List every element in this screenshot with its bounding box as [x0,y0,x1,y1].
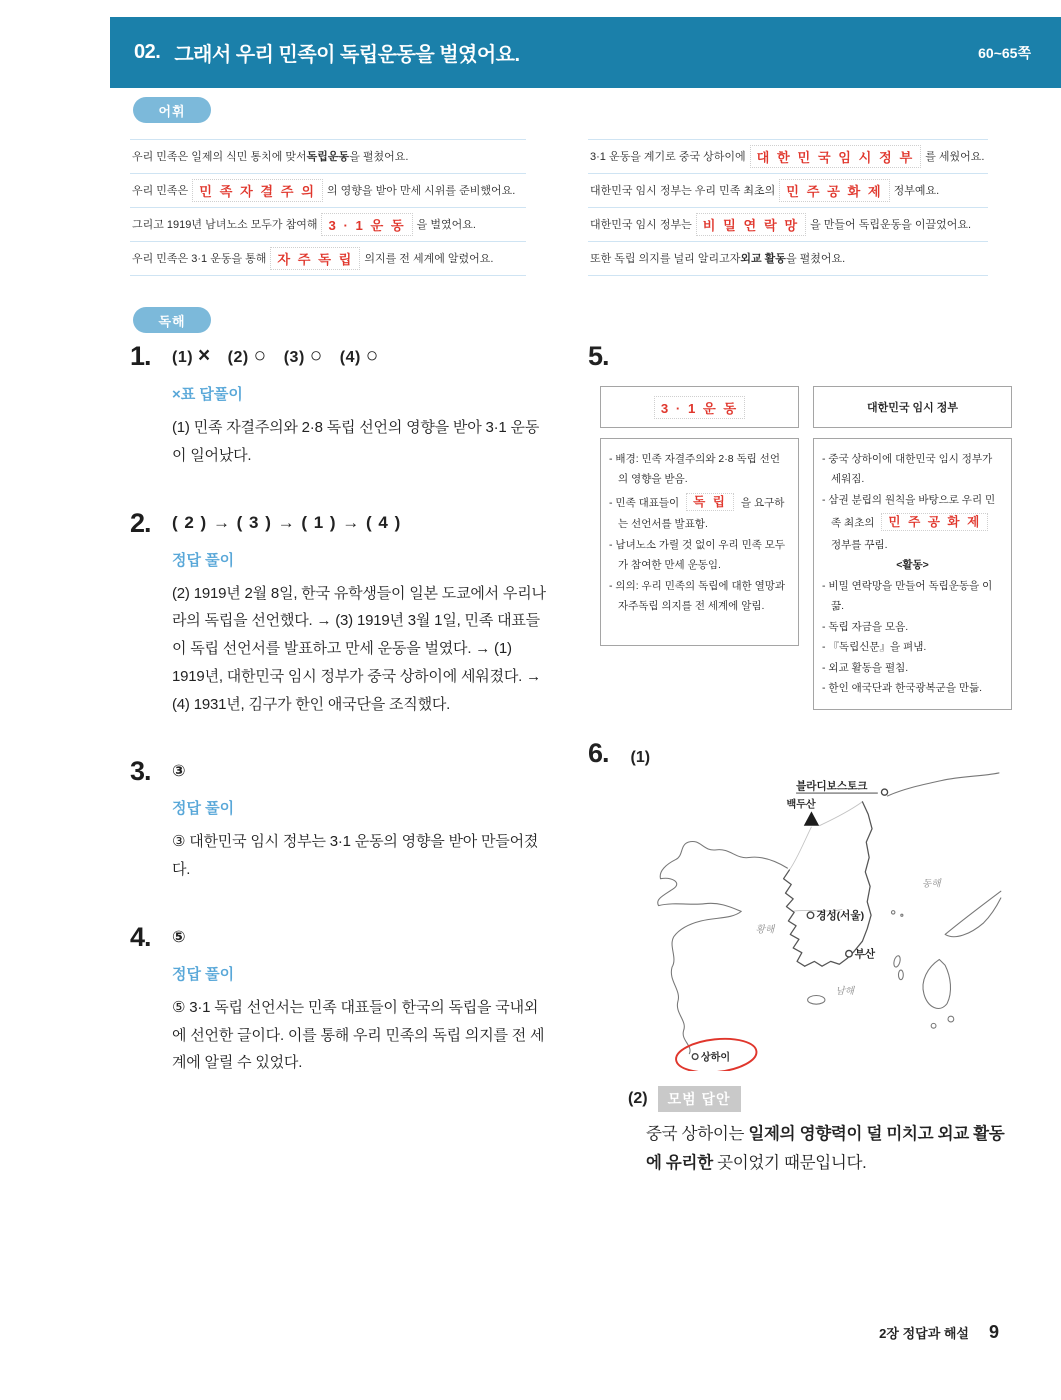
korea-map-svg [638,771,1008,1071]
vocab-answers-left-column [130,139,526,276]
text-segment: 곳이었기 때문입니다. [712,1153,867,1172]
text-line [609,449,790,490]
question-number: 5. [588,341,609,371]
text-segment: 비 밀 연 락 망 [696,213,806,236]
text-segment: 민 주 공 화 제 [881,513,988,531]
answer-line: ( 2 ) → ( 3 ) → ( 1 ) → ( 4 ) [172,512,402,532]
bullet-dash: - [822,453,829,465]
question-number: 4. [130,921,151,952]
text-segment: ○ [365,344,379,367]
comparison-box-left-body [600,438,799,646]
solution-text: (1) 민족 자결주의와 2·8 독립 선언의 영향을 받아 3·1 운동이 일어났다. [172,419,540,464]
page-range-label: 60~65쪽 [978,44,1031,61]
text-segment: 우리 민족은 3·1 운동을 통해 [132,253,267,265]
text-segment: <활동> [896,559,929,572]
bullet-dash: - [609,453,616,465]
text-line [130,174,526,208]
comparison-column-march-first [600,386,799,710]
text-segment: 독립 자금을 모음. [828,620,909,633]
text-segment: 민 주 공 화 제 [779,179,889,202]
text-segment: 를 세웠어요. [925,151,985,163]
text-line [822,637,1003,657]
text-line [130,242,526,276]
lesson-header-bar [110,17,1061,88]
korea-map [638,771,1012,1076]
model-answer-text [646,1120,1018,1178]
reading-right-column [588,341,1012,1177]
text-line [822,555,1003,575]
text-segment: 외교 활동을 펼침. [828,661,909,674]
page-footer [110,1322,999,1343]
map-label-shanghai: 상하이 [700,1052,731,1064]
baekdusan-triangle-icon [804,811,819,825]
text-segment: × [198,344,211,367]
bullet-dash: - [822,661,829,674]
text-segment: 비밀 연락망을 만들어 독립운동을 이끎. [828,579,993,613]
comparison-box-right-title: 대한민국 임시 정부 [813,386,1012,428]
map-russia-coast [887,773,999,796]
bullet-dash: - [822,579,829,592]
bullet-dash: - [822,682,829,695]
text-segment: 민족 대표들이 [615,496,683,509]
text-segment: ○ [253,344,267,367]
bullet-dash: - [609,579,616,592]
text-line [588,140,988,174]
text-line [130,208,526,242]
text-segment: (2) [210,349,254,366]
comparison-box-left-title [600,386,799,428]
text-segment: 의지를 전 세계에 알렸어요. [364,253,494,265]
map-label-vladivostok: 블라디보스토크 [796,779,868,792]
text-line [609,576,790,617]
answer-line [172,346,546,367]
bullet-dash: - [822,641,829,654]
text-segment: 을 요구하는 선언서를 발표함. [618,496,785,531]
text-segment: 또한 독립 의지를 널리 알리고자 [590,253,741,265]
bullet-dash: - [822,620,829,633]
text-line [822,576,1003,617]
text-segment: 을 펼쳤어요. [349,151,409,163]
reading-left-column [130,341,546,1115]
map-label-east-sea: 동해 [922,878,941,890]
bullet-dash: - [609,538,616,551]
text-segment: 대한민국 임시 정부는 [590,219,692,231]
text-segment: 중국 상하이는 [646,1124,749,1143]
question-3 [130,756,546,884]
text-segment: 삼권 분립의 원칙을 바탕으로 우리 민족 최초의 [828,493,996,530]
solution-heading: 정답 풀이 [172,965,235,983]
question-5 [588,341,1012,710]
comparison-box-right-body [813,438,1012,710]
text-line [822,617,1003,637]
seoul-marker [807,912,814,919]
lesson-title: 그래서 우리 민족이 독립운동을 벌였어요. [174,44,520,66]
text-segment: 의 영향을 받아 만세 시위를 준비했어요. [326,185,516,197]
map-label-seoul: 경성(서울) [816,909,865,922]
vladivostok-marker [881,789,887,795]
map-label-baekdusan: 백두산 [786,799,816,811]
map-label-busan: 부산 [854,948,876,961]
text-segment: 중국 상하이에 대한민국 임시 정부가 세워짐. [828,453,993,486]
text-segment: 독립운동 [306,151,350,163]
text-segment: 그리고 1919년 남녀노소 모두가 참여해 [132,219,318,231]
map-island [931,1023,936,1028]
text-line [822,658,1003,678]
text-segment: (3) [266,349,310,366]
reading-section-pill: 독해 [133,307,211,333]
map-label-yellow-sea: 황해 [755,924,775,936]
text-segment: 3·1 운동을 계기로 중국 상하이에 [590,151,746,163]
map-island [898,970,903,980]
text-segment: 의의: 우리 민족의 독립에 대한 열망과 자주독립 의지를 전 세계에 알림. [615,579,786,613]
map-korea-west-coast [784,870,805,966]
map-dokdo [901,914,903,916]
text-segment: 정부예요. [893,185,940,197]
model-answer-badge: 모범 답안 [658,1086,741,1112]
text-segment: 민 족 자 결 주 의 [192,179,323,202]
text-segment: 을 펼쳤어요. [785,253,846,265]
map-honshu [945,891,1001,937]
question-number: 2. [130,507,151,538]
solution-text: ③ 대한민국 임시 정부는 3·1 운동의 영향을 받아 만들어졌다. [172,833,539,878]
question-number: 1. [130,341,151,371]
busan-marker [846,950,853,957]
map-kyushu [923,959,951,1008]
solution-heading: ×표 답풀이 [172,386,243,403]
map-yalu-border [789,826,811,869]
bullet-dash: - [609,496,616,509]
text-line [822,678,1003,698]
subquestion-2-label: (2) [628,1089,648,1107]
text-segment: 자 주 독 립 [270,247,360,270]
map-china-coast [658,841,788,1053]
question-6 [588,738,1012,1178]
text-segment: (1) [172,349,198,366]
map-tumen-border [819,801,862,825]
map-island [948,1016,954,1022]
text-segment: 남녀노소 가릴 것 없이 우리 민족 모두가 참여한 만세 운동임. [615,538,786,572]
subquestion-1-label: (1) [630,748,651,766]
text-segment: 한인 애국단과 한국광복군을 만듦. [828,682,983,695]
question-number: 3. [130,756,151,787]
text-segment: 우리 민족은 [132,185,189,197]
text-segment: 을 벌였어요. [416,219,476,231]
text-segment: 정부를 꾸림. [831,538,888,551]
comparison-column-provisional-government [813,386,1012,710]
question-number: 6. [588,737,609,768]
text-line [130,140,526,174]
text-segment: 일제의 영향력이 덜 미치고 외교 활동에 유리한 [646,1124,1005,1172]
vocab-answers-right-column [588,139,988,276]
text-segment: 3 · 1 운 동 [654,396,745,419]
text-segment: (4) [322,349,366,366]
text-segment: 『독립신문』을 펴냄. [828,641,927,654]
solution-text: (2) 1919년 2월 8일, 한국 유학생들이 일본 도쿄에서 우리나라의 독립을 선언했다. → (3) 1919년 3월 1일, 민족 대표들이 독립 선언서를 발표하고 만세 운동을 벌였다. → (1) 1919년, 대한민국 임시 정부가 중국 상하이에 세워졌다. → (4) 1931년, 김구가 한인 애국단을 조직했다. [172,584,546,713]
text-segment: ○ [309,344,323,367]
text-segment: 대 한 민 국 임 시 정 부 [750,145,922,168]
map-label-south-sea: 남해 [835,985,855,997]
map-jeju-island [808,995,825,1004]
text-line [822,449,1003,490]
text-segment: 독 립 [686,493,734,511]
solution-text: ⑤ 3·1 독립 선언서는 민족 대표들이 한국의 독립을 국내외에 선언한 글이다. 이를 통해 우리 민족의 독립 의지를 전 세계에 알릴 수 있었다. [172,998,545,1072]
map-tsushima-island [893,955,902,968]
footer-page-number: 9 [988,1322,999,1342]
solution-heading: 정답 풀이 [172,551,235,569]
shanghai-marker [692,1053,698,1059]
text-segment: 대한민국 임시 정부는 우리 민족 최초의 [590,185,776,197]
text-line [609,490,790,535]
text-line [588,174,988,208]
question-4 [130,922,546,1077]
question-2 [130,508,546,719]
bullet-dash: - [822,493,829,506]
text-line [588,242,988,276]
text-segment: 배경: 민족 자결주의와 2·8 독립 선언의 영향을 받음. [615,453,780,486]
question-1 [130,341,546,470]
text-segment: 우리 민족은 일제의 식민 통치에 맞서 [132,151,307,163]
map-korea-east-coast [854,801,872,951]
text-line [822,490,1003,555]
footer-chapter-label: 2장 정답과 해설 [879,1326,969,1341]
text-segment: 3 · 1 운 동 [321,213,412,236]
solution-heading: 정답 풀이 [172,800,235,818]
vocab-section-pill: 어휘 [133,97,211,123]
answer-line: ③ [172,763,187,781]
answer-line: ⑤ [172,928,187,946]
text-line [609,535,790,576]
text-line [588,208,988,242]
map-ulleungdo [891,910,894,913]
text-segment: 을 만들어 독립운동을 이끌었어요. [810,219,972,231]
text-segment: 외교 활동 [740,253,786,265]
lesson-number: 02. [134,41,161,63]
